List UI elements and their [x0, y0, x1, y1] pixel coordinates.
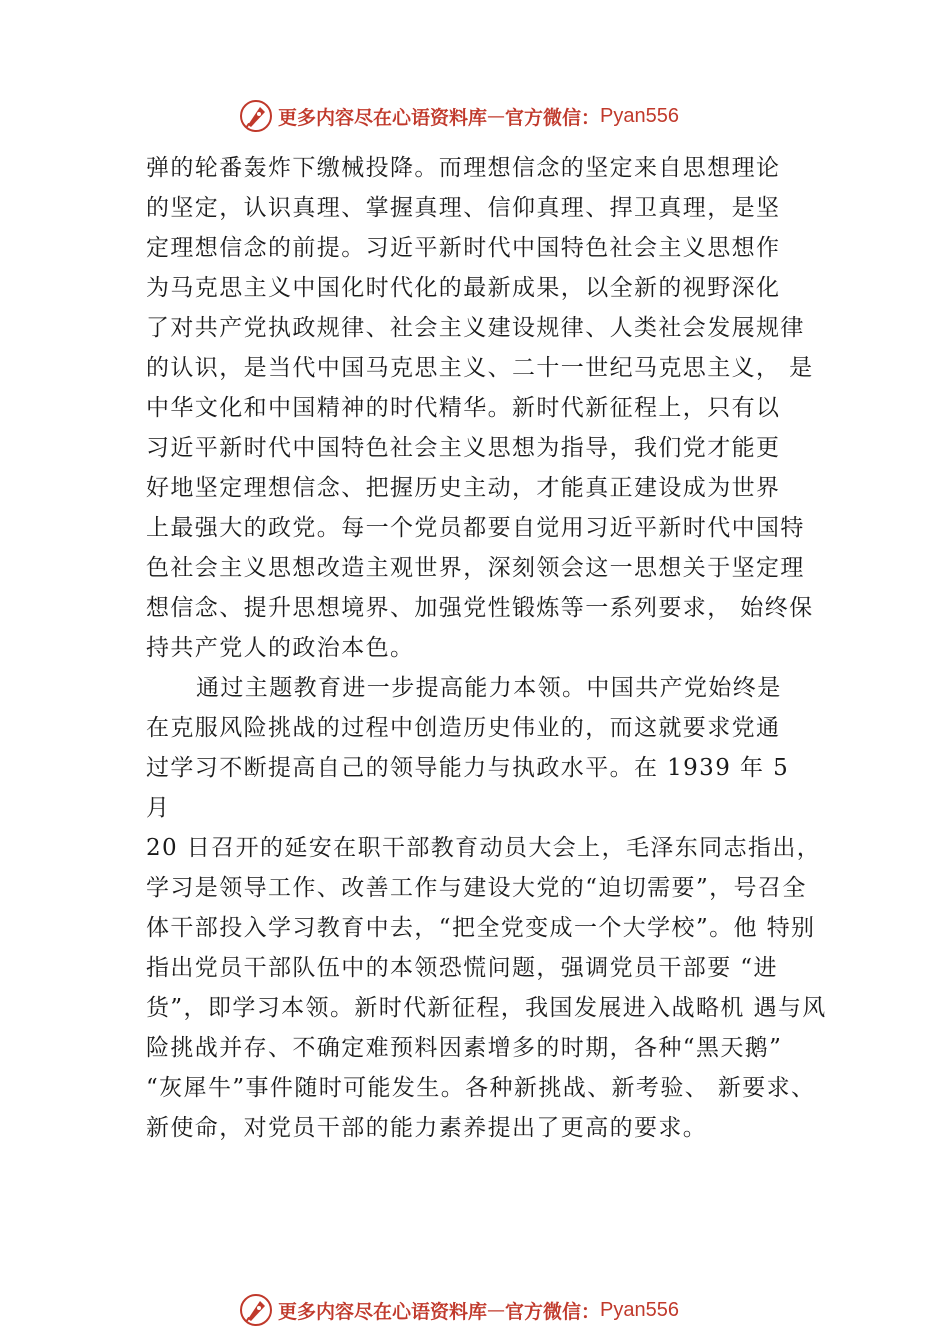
text-line: 弹的轮番轰炸下缴械投降。而理想信念的坚定来自思想理论 [146, 155, 781, 181]
text-line: 的坚定，认识真理、掌握真理、信仰真理、捍卫真理，是坚 [146, 195, 781, 221]
banner-wechat-id: Pyan556 [600, 1298, 679, 1321]
text-line: 想信念、提升思想境界、加强党性锻炼等一系列要求， 始终保 [146, 595, 814, 621]
text-line: 学习是领导工作、改善工作与建设大党的“迫切需要”，号召全 [146, 875, 807, 901]
pen-nib-logo-icon [238, 1292, 274, 1328]
text-line: 好地坚定理想信念、把握历史主动，才能真正建设成为世界 [146, 475, 781, 501]
text-line: 险挑战并存、不确定难预料因素增多的时期，各种“黑天鹅” [146, 1035, 783, 1061]
text-line: 了对共产党执政规律、社会主义建设规律、人类社会发展规律 [146, 315, 805, 341]
text-line: 中华文化和中国精神的时代精华。新时代新征程上，只有以 [146, 395, 781, 421]
text-line: 20 日召开的延安在职干部教育动员大会上，毛泽东同志指出， [146, 835, 822, 861]
banner-title: 更多内容尽在心语资料库 [278, 106, 488, 129]
text-line: “灰犀牛”事件随时可能发生。各种新挑战、新考验、 新要求、 [146, 1075, 816, 1101]
paragraph-first-line: 通过主题教育进一步提高能力本领。中国共产党始终是 [196, 675, 782, 701]
text-line: 月 [146, 795, 171, 821]
text-line: 货”，即学习本领。新时代新征程，我国发展进入战略机 遇与风 [146, 995, 827, 1021]
text-line: 过学习不断提高自己的领导能力与执政水平。在 1939 年 5 [146, 755, 790, 781]
text-line: 新使命，对党员干部的能力素养提出了更高的要求。 [146, 1115, 708, 1141]
header-banner [238, 96, 679, 136]
pen-nib-logo-icon [238, 98, 274, 134]
text-line: 的认识，是当代中国马克思主义、二十一世纪马克思主义， 是 [146, 355, 814, 381]
text-line: 持共产党人的政治本色。 [146, 635, 415, 661]
text-line: 体干部投入学习教育中去，“把全党变成一个大学校”。他 特别 [146, 915, 816, 941]
text-line: 为马克思主义中国化时代化的最新成果，以全新的视野深化 [146, 275, 781, 301]
text-line: 上最强大的政党。每一个党员都要自觉用习近平新时代中国特 [146, 515, 805, 541]
banner-separator: — [487, 105, 506, 127]
banner-title: 更多内容尽在心语资料库 [278, 1300, 488, 1323]
banner-wechat-id: Pyan556 [600, 104, 679, 127]
text-line: 色社会主义思想改造主观世界，深刻领会这一思想关于坚定理 [146, 555, 805, 581]
banner-wechat-label: 官方微信： [505, 106, 601, 129]
footer-banner [238, 1290, 679, 1330]
text-line: 指出党员干部队伍中的本领恐慌问题，强调党员干部要 “进 [146, 955, 778, 981]
text-line: 习近平新时代中国特色社会主义思想为指导，我们党才能更 [146, 435, 781, 461]
banner-separator: — [487, 1299, 506, 1321]
banner-wechat-label: 官方微信： [505, 1300, 601, 1323]
text-line: 在克服风险挑战的过程中创造历史伟业的，而这就要求党通 [146, 715, 781, 741]
text-line: 定理想信念的前提。习近平新时代中国特色社会主义思想作 [146, 235, 781, 261]
